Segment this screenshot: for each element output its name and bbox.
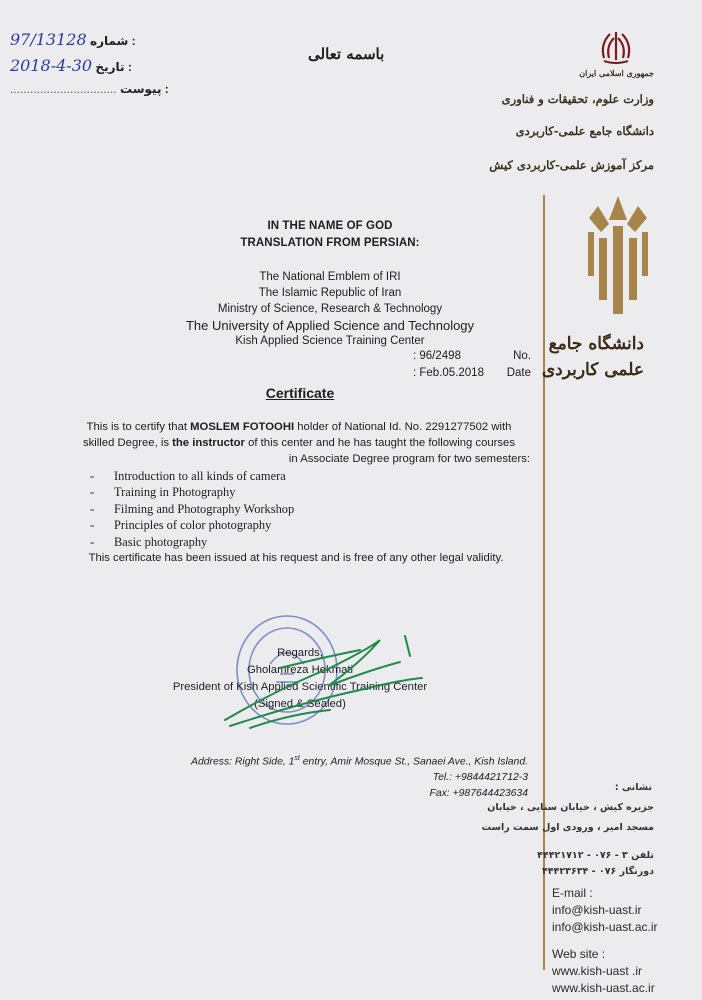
logo-text-line1: دانشگاه جامع: [548, 334, 644, 354]
list-item: [90, 484, 294, 500]
contact-phone-fa: تلفن ۳ - ۰۷۶ - ۴۴۴۲۱۷۱۲: [537, 850, 654, 861]
letter-date-label: Date: [506, 367, 531, 379]
course-name: Filming and Photography Workshop: [114, 501, 295, 516]
reference-attachment-label: پیوست :: [120, 82, 169, 96]
contact-web-1: www.kish-uast .ir: [552, 964, 643, 978]
contact-web-label: Web site :: [552, 947, 606, 961]
university-logo-icon: [585, 196, 651, 316]
header-line1: IN THE NAME OF GOD: [267, 220, 393, 232]
recipient-name: MOSLEM FOTOOHI: [190, 421, 295, 433]
bullet: -: [90, 469, 95, 483]
logo-text-line2: علمی کاربردی: [541, 360, 644, 380]
iran-emblem-icon: [596, 28, 636, 66]
reference-date-value: 2018-4-30: [10, 56, 93, 75]
letterhead-republic: جمهوری اسلامی ایران: [579, 68, 654, 78]
reference-number-label: شماره :: [90, 34, 136, 48]
reference-date-label: تاریخ :: [95, 60, 132, 74]
reference-attachment-dots: ................................: [10, 82, 117, 96]
handwritten-signature: [210, 628, 440, 738]
letterhead-ministry: وزارت علوم، تحقیقات و فناوری: [501, 92, 654, 106]
p1-text-b: holder of National Id. No. 2291277502 with: [294, 421, 512, 433]
p1-text-a: This is to certify that: [86, 421, 191, 433]
contact-address-label: نشانی :: [614, 782, 652, 793]
contact-email-2: info@kish-uast.ac.ir: [552, 920, 658, 934]
reference-date-row: [10, 56, 132, 75]
reference-number-row: [10, 30, 136, 49]
list-item: [90, 468, 294, 484]
letter-number-label: No.: [513, 350, 531, 362]
bullet: -: [90, 501, 95, 516]
address-fax: Fax: +987644423634: [429, 788, 528, 799]
course-list: [90, 468, 294, 550]
certificate-paragraph-line2: [66, 435, 532, 452]
signature-note: (Signed & Sealed): [254, 698, 346, 710]
course-name: Training in Photography: [114, 485, 236, 500]
contact-address-fa2: مسجد امیر ، ورودی اول سمت راست: [481, 822, 654, 833]
address-text-a: Address: Right Side, 1: [191, 756, 295, 768]
p2-text-b: of this center and he has taught the following courses: [244, 437, 515, 449]
recipient-role: the instructor: [172, 437, 245, 449]
bullet: -: [90, 534, 95, 549]
course-name: Principles of color photography: [114, 518, 272, 533]
certificate-title: Certificate: [265, 385, 335, 401]
institution-republic: The Islamic Republic of Iran: [258, 287, 402, 299]
letterhead-center: مرکز آموزش علمی-کاربردی کیش: [489, 158, 654, 172]
address-superscript: st: [294, 755, 300, 762]
list-item: [90, 534, 294, 550]
certificate-paragraph-line1: [66, 419, 532, 436]
certificate-closing: This certificate has been issued at his request and is free of any other legal validity.: [88, 552, 504, 564]
letter-date-value: : Feb.05.2018: [413, 367, 484, 379]
contact-email-1: info@kish-uast.ir: [552, 903, 642, 917]
header-line2: TRANSLATION FROM PERSIAN:: [240, 237, 420, 249]
address-text-b: entry, Amir Mosque St., Sanaei Ave., Kish Island.: [299, 756, 528, 768]
institution-university: The University of Applied Science and Technology: [185, 318, 475, 333]
list-item: [90, 517, 294, 533]
letterhead-university: دانشگاه جامع علمی-کاربردی: [515, 124, 654, 138]
address-line: [191, 755, 528, 767]
list-item: [90, 501, 294, 517]
signatory-title: President of Kish Applied Scientific Training Center: [172, 681, 428, 693]
course-name: Basic photography: [114, 534, 208, 549]
signature-regards: Regards,: [277, 647, 323, 659]
reference-number-value: 97/13128: [10, 30, 87, 49]
institution-emblem: The National Emblem of IRI: [259, 271, 401, 283]
letter-number-value: : 96/2498: [413, 350, 461, 362]
contact-address-fa1: جزیره کیش ، خیابان سنایی ، خیابان: [487, 802, 654, 813]
bismillah-heading: باسمه تعالی: [308, 45, 385, 63]
certificate-paragraph-line3: in Associate Degree program for two semesters:: [288, 453, 530, 465]
bullet: -: [90, 518, 95, 533]
reference-attachment-row: [10, 82, 169, 96]
contact-fax-fa: دورنگار ۰۷۶ - ۴۴۴۲۳۶۳۴: [541, 866, 654, 877]
course-name: Introduction to all kinds of camera: [114, 469, 286, 483]
contact-email-label: E-mail :: [552, 886, 593, 900]
bullet: -: [90, 485, 95, 500]
p2-text-a: skilled Degree, is: [82, 437, 173, 449]
contact-web-2: www.kish-uast.ac.ir: [552, 981, 655, 995]
institution-ministry: Ministry of Science, Research & Technology: [217, 303, 443, 315]
address-tel: Tel.: +9844421712-3: [432, 772, 528, 783]
signatory-name: Gholamreza Hekmati: [246, 664, 354, 676]
institution-center: Kish Applied Science Training Center: [235, 335, 425, 347]
